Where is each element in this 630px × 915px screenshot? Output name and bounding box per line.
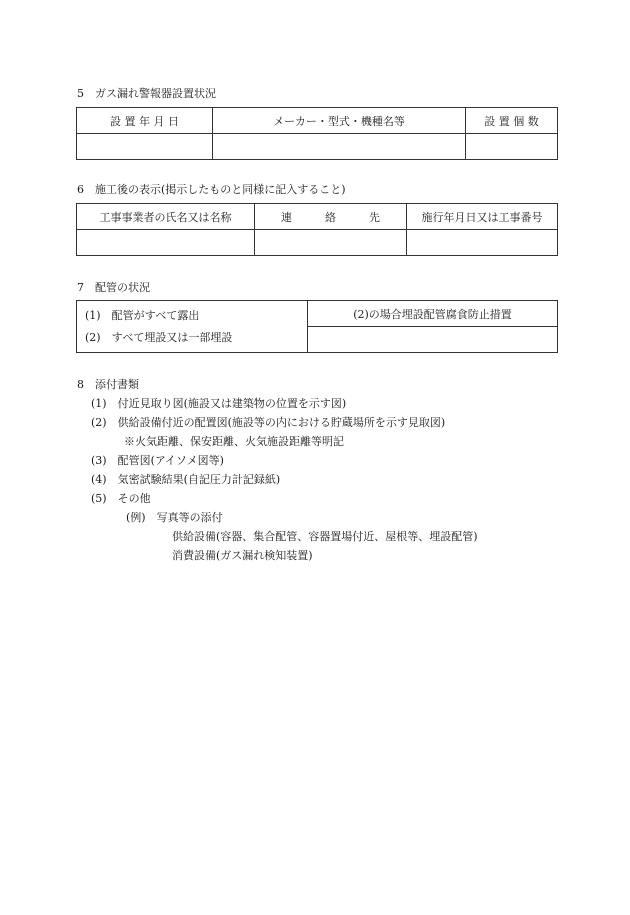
attachment-item-3: (3) 配管図(アイソメ図等) bbox=[91, 454, 224, 467]
install-date-header: 設 置 年 月 日 bbox=[77, 108, 213, 134]
example-supply-equipment: 供給設備(容器、集合配管、容器置場付近、屋根等、埋設配管) bbox=[172, 530, 478, 543]
attachment-item-1: (1) 付近見取り図(施設又は建築物の位置を示す図) bbox=[91, 397, 347, 410]
example-consumption-equipment: 消費設備(ガス漏れ検知装置) bbox=[172, 549, 313, 562]
example-label: (例) 写真等の添付 bbox=[126, 511, 223, 524]
section-7-title: 7 配管の状況 bbox=[77, 281, 150, 294]
attachment-item-2: (2) 供給設備付近の配置図(施設等の内における貯蔵場所を示す見取図) bbox=[91, 416, 446, 429]
attachment-item-2-note: ※火気距離、保安距離、火気施設距離等明記 bbox=[124, 435, 344, 448]
piping-status-table bbox=[76, 300, 558, 353]
corrosion-prevention-header: (2)の場合埋設配管腐食防止措置 bbox=[308, 301, 558, 327]
attachment-item-4: (4) 気密試験結果(自記圧力計記録紙) bbox=[91, 473, 281, 486]
attachment-item-5: (5) その他 bbox=[91, 492, 151, 505]
maker-model-header: メーカー・型式・機種名等 bbox=[213, 108, 466, 134]
corrosion-prevention-cell[interactable] bbox=[308, 327, 558, 353]
piping-options-cell bbox=[77, 301, 308, 353]
maker-model-cell[interactable] bbox=[213, 134, 466, 160]
contractor-name-header: 工事事業者の氏名又は名称 bbox=[77, 204, 255, 230]
section-5-title: 5 ガス漏れ警報器設置状況 bbox=[77, 87, 216, 100]
post-construction-display-table bbox=[76, 203, 558, 256]
construction-date-cell[interactable] bbox=[407, 230, 558, 256]
install-count-cell[interactable] bbox=[466, 134, 558, 160]
alarm-install-table bbox=[76, 107, 558, 160]
piping-buried-option[interactable]: (2) すべて埋設又は一部埋設 bbox=[85, 330, 233, 344]
install-count-header: 設 置 個 数 bbox=[466, 108, 558, 134]
section-6-title: 6 施工後の表示(掲示したものと同様に記入すること) bbox=[77, 183, 346, 196]
contact-cell[interactable] bbox=[255, 230, 407, 256]
install-date-cell[interactable] bbox=[77, 134, 213, 160]
piping-exposed-option[interactable]: (1) 配管がすべて露出 bbox=[85, 308, 200, 322]
contractor-name-cell[interactable] bbox=[77, 230, 255, 256]
section-8-title: 8 添付書類 bbox=[77, 378, 139, 391]
construction-date-header: 施行年月日又は工事番号 bbox=[407, 204, 558, 230]
contact-header: 連 絡 先 bbox=[255, 204, 407, 230]
